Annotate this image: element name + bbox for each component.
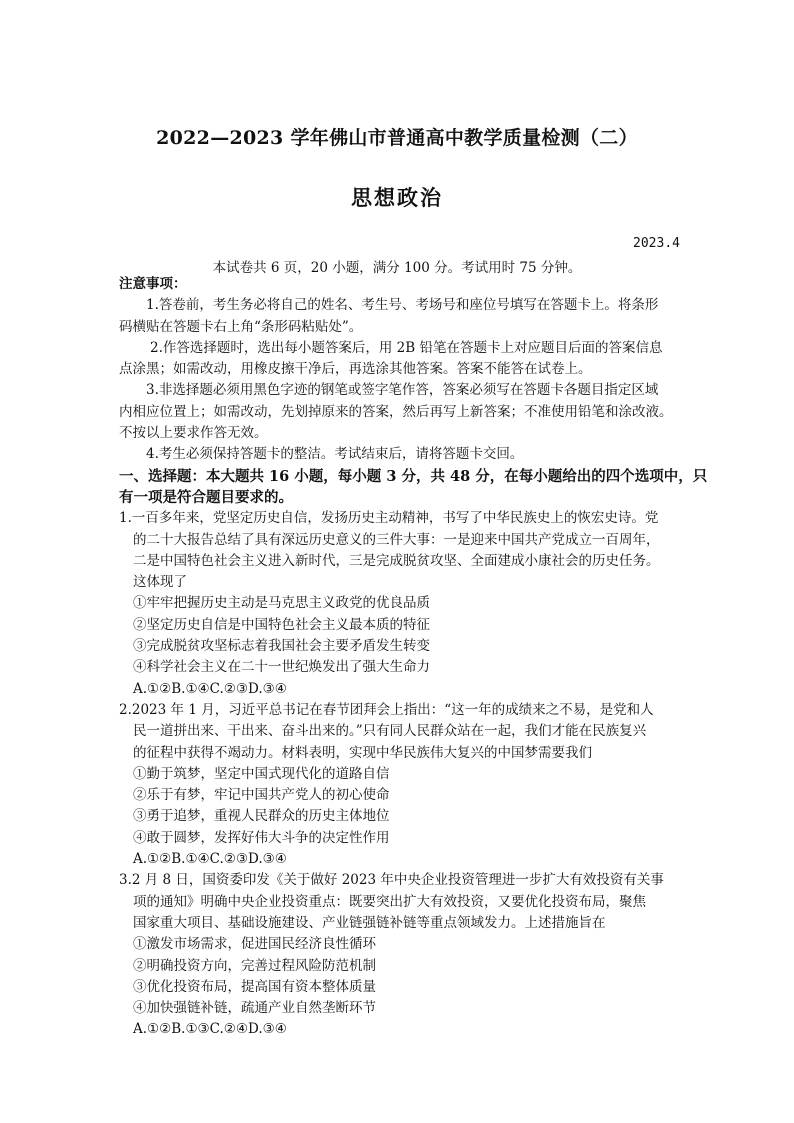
question-option: ②明确投资方向，完善过程风险防范机制 [133, 957, 376, 974]
answer-choices: A.①②B.①④C.②③D.③④ [133, 851, 287, 868]
subject-title: 思想政治 [351, 185, 443, 210]
exam-title: 2022—2023 学年佛山市普通高中教学质量检测（二） [156, 127, 638, 149]
notice-item-3 [119, 380, 679, 444]
question-option: ①勤于筑梦，坚定中国式现代化的道路自信 [133, 765, 390, 782]
question-option: ③完成脱贫攻坚标志着我国社会主要矛盾发生转变 [133, 638, 430, 655]
question-stem-line: 的二十大报告总结了具有深远历史意义的三件大事：一是迎来中国共产党成立一百周年， [133, 531, 660, 548]
notice-heading: 注意事项： [119, 276, 187, 292]
notice-line: 3.非选择题必须用黑色字迹的钢笔或签字笔作答，答案必须写在答题卡各题目指定区域 [146, 382, 659, 399]
notice-item-1 [119, 295, 679, 338]
question-3 [119, 870, 679, 1040]
question-option: ④加快强链补链，疏通产业自然垄断环节 [133, 1000, 376, 1017]
question-option: ①牢牢把握历史主动是马克思主义政党的优良品质 [133, 595, 430, 612]
section-heading [119, 466, 708, 509]
question-stem-line: 的征程中获得不竭动力。材料表明，实现中华民族伟大复兴的中国梦需要我们 [133, 744, 592, 761]
question-stem-line: 国家重大项目、基础设施建设、产业链强链补链等重点领域发力。上述措施旨在 [133, 914, 606, 931]
question-stem-line: 民一道拼出来、干出来、奋斗出来的。”只有同人民群众站在一起，我们才能在民族复兴 [133, 723, 647, 740]
answer-choices: A.①②B.①④C.②③D.③④ [133, 680, 287, 697]
exam-body [119, 274, 708, 1041]
notice-line: 点涂黑；如需改动，用橡皮擦干净后，再选涂其他答案。答案不能答在试卷上。 [119, 361, 592, 378]
question-option: ②乐于有梦，牢记中国共产党人的初心使命 [133, 787, 390, 804]
question-stem-line: 项的通知》明确中央企业投资重点：既要突出扩大有效投资，又要优化投资布局，聚焦 [133, 893, 646, 910]
notice-line: 2.作答选择题时，选出每小题答案后，用 2B 铅笔在答题卡上对应题目后面的答案信息 [150, 339, 663, 356]
question-option: ③勇于追梦，重视人民群众的历史主体地位 [133, 808, 390, 825]
exam-date: 2023.4 [633, 236, 680, 251]
notice-item-2 [119, 338, 679, 381]
question-stem-line: 3.2 月 8 日，国资委印发《关于做好 2023 年中央企业投资管理进一步扩大有效投资有关事 [119, 872, 664, 889]
question-2 [119, 700, 679, 870]
notice-line: 不按以上要求作答无效。 [119, 425, 268, 442]
question-option: ④科学社会主义在二十一世纪焕发出了强大生命力 [133, 659, 430, 676]
answer-choices: A.①②B.①③C.②④D.③④ [133, 1021, 287, 1038]
question-1 [119, 508, 679, 700]
question-stem-line: 这体现了 [133, 574, 187, 591]
notice-line: 4.考生必须保持答题卡的整洁。考试结束后，请将答题卡交回。 [146, 446, 524, 463]
question-stem-line: 二是中国特色社会主义进入新时代，三是完成脱贫攻坚、全面建成小康社会的历史任务。 [133, 552, 660, 569]
question-option: ④敢于圆梦，发挥好伟大斗争的决定性作用 [133, 829, 390, 846]
section-line: 一、选择题：本大题共 16 小题，每小题 3 分，共 48 分，在每小题给出的四个选项中，只 [119, 467, 708, 485]
question-option: ①激发市场需求，促进国民经济良性循环 [133, 936, 376, 953]
question-option: ②坚定历史自信是中国特色社会主义最本质的特征 [133, 616, 430, 633]
notice-line: 码横贴在答题卡右上角“条形码粘贴处”。 [119, 318, 363, 335]
notice-item-4 [119, 444, 679, 465]
notice-line: 1.答卷前，考生务必将自己的姓名、考生号、考场号和座位号填写在答题卡上。将条形 [146, 297, 659, 314]
question-stem-line: 1.一百多年来，党坚定历史自信，发扬历史主动精神，书写了中华民族史上的恢宏史诗。党 [119, 510, 659, 527]
section-line: 有一项是符合题目要求的。 [119, 488, 293, 506]
exam-intro: 本试卷共 6 页，20 小题，满分 100 分。考试用时 75 分钟。 [212, 260, 582, 276]
question-option: ③优化投资布局，提高国有资本整体质量 [133, 978, 376, 995]
notice-line: 内相应位置上；如需改动，先划掉原来的答案，然后再写上新答案；不准使用铅笔和涂改液。 [119, 403, 673, 420]
question-stem-line: 2.2023 年 1 月，习近平总书记在春节团拜会上指出：“这一年的成绩来之不易，是党和人 [119, 701, 654, 718]
